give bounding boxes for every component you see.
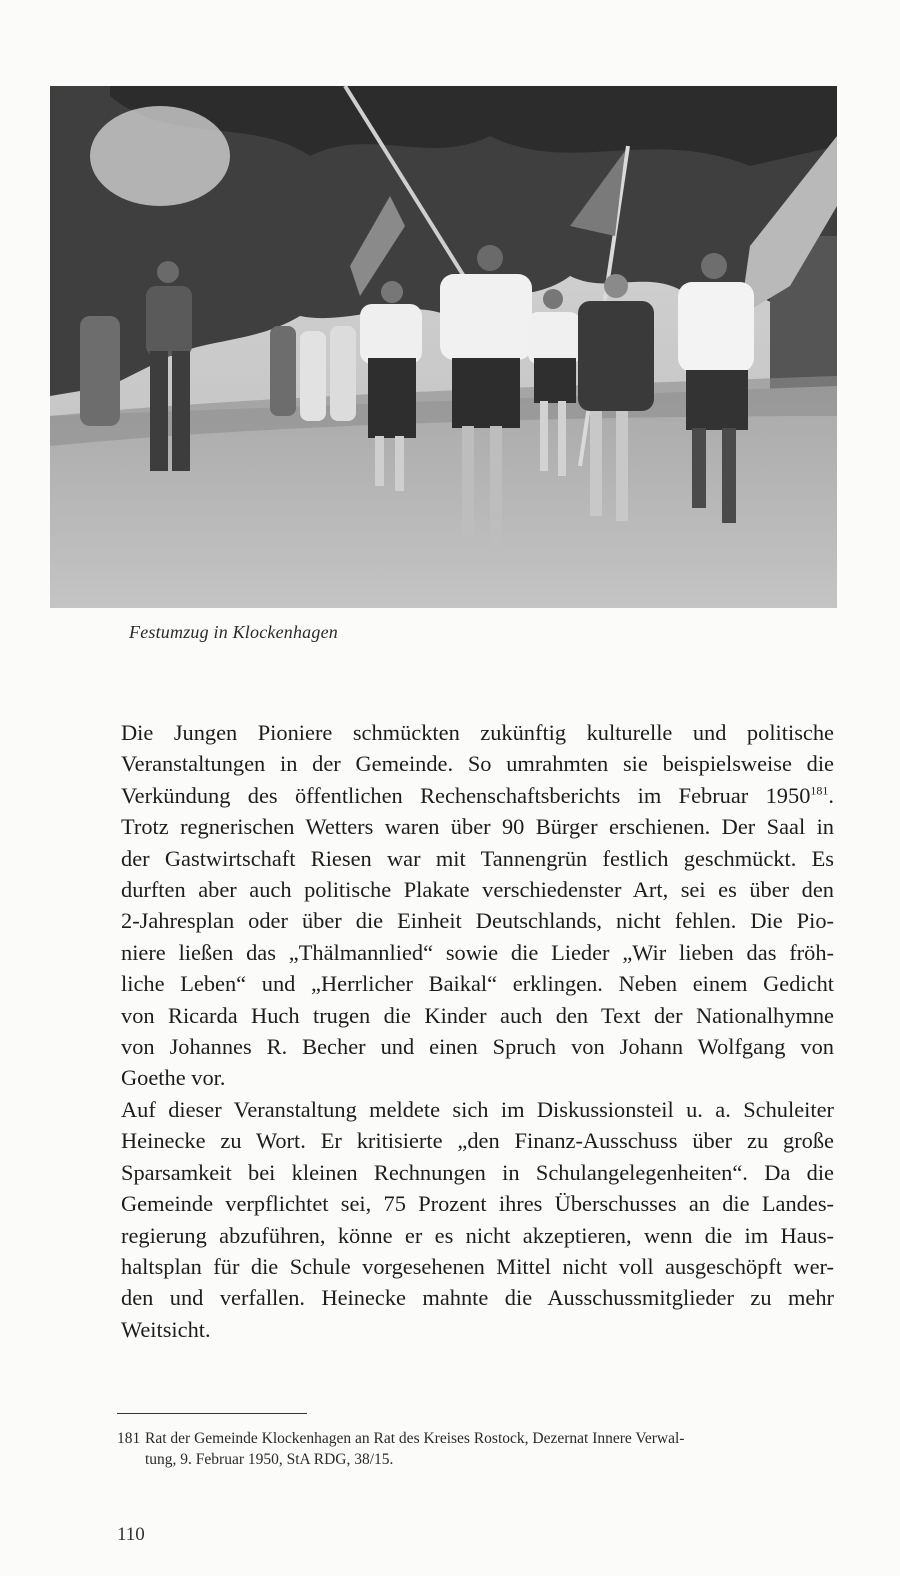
text-line: Trotz regnerischen Wetters waren über 90 Bürger erschienen. Der Saal in <box>121 814 834 840</box>
text-line: Veranstaltungen in der Gemeinde. So umrahmten sie beispielsweise die <box>121 751 834 777</box>
text-line: den und verfallen. Heinecke mahnte die Ausschussmitglieder zu mehr <box>121 1285 834 1311</box>
text-line: Weitsicht. <box>121 1316 211 1342</box>
text-line: haltsplan für die Schule vorgesehenen Mittel nicht voll ausgeschöpft wer- <box>121 1253 834 1279</box>
text-line: niere ließen das „Thälmannlied“ sowie die Lieder „Wir lieben das fröh- <box>121 939 834 965</box>
text-line: der Gastwirtschaft Riesen war mit Tannengrün festlich geschmückt. Es <box>121 845 834 871</box>
page-number: 110 <box>117 1524 145 1545</box>
figure-caption: Festumzug in Klockenhagen <box>129 622 338 642</box>
paragraph-1 <box>121 717 834 1094</box>
footnote-reference[interactable]: 181 <box>810 783 829 798</box>
footnote-181 <box>117 1428 817 1470</box>
text-line: Heinecke zu Wort. Er kritisierte „den Finanz-Ausschuss über zu große <box>121 1128 834 1154</box>
footnote-divider <box>117 1413 307 1414</box>
text-line: liche Leben“ und „Herrlicher Baikal“ erklingen. Neben einem Gedicht <box>121 971 834 997</box>
paragraph-2 <box>121 1094 834 1345</box>
text-line: 2-Jahresplan oder über die Einheit Deutschlands, nicht fehlen. Die Pio- <box>121 908 834 934</box>
text-line-text: Verkündung des öffentlichen Rechenschaftsberichts im Februar 1950 <box>121 782 811 808</box>
footnote-text-line-2: tung, 9. Februar 1950, StA RDG, 38/15. <box>145 1451 394 1468</box>
text-line: von Ricarda Huch trugen die Kinder auch den Text der Nationalhymne <box>121 1002 834 1028</box>
text-line: regierung abzuführen, könne er es nicht akzeptieren, wenn die im Haus- <box>121 1222 834 1248</box>
text-line: Goethe vor. <box>121 1065 226 1091</box>
text-line: Sparsamkeit bei kleinen Rechnungen in Schulangelegenheiten“. Da die <box>121 1159 834 1185</box>
text-line-with-footnote <box>121 780 834 811</box>
sentence-end: . <box>828 782 834 808</box>
photograph-parade <box>50 86 837 608</box>
text-line: Gemeinde verpflichtet sei, 75 Prozent ihres Überschusses an die Landes- <box>121 1191 834 1217</box>
footnote-text-line-1: Rat der Gemeinde Klockenhagen an Rat des Kreises Rostock, Dezernat Innere Verwal- <box>145 1430 685 1447</box>
main-text <box>121 717 834 1345</box>
text-line: von Johannes R. Becher und einen Spruch von Johann Wolfgang von <box>121 1034 834 1060</box>
text-line: Auf dieser Veranstaltung meldete sich im Diskussionsteil u. a. Schuleiter <box>121 1096 834 1122</box>
text-line: durften aber auch politische Plakate verschiedenster Art, sei es über den <box>121 877 834 903</box>
footnote-number: 181 <box>117 1430 141 1447</box>
text-line: Die Jungen Pioniere schmückten zukünftig kulturelle und politische <box>121 720 834 745</box>
